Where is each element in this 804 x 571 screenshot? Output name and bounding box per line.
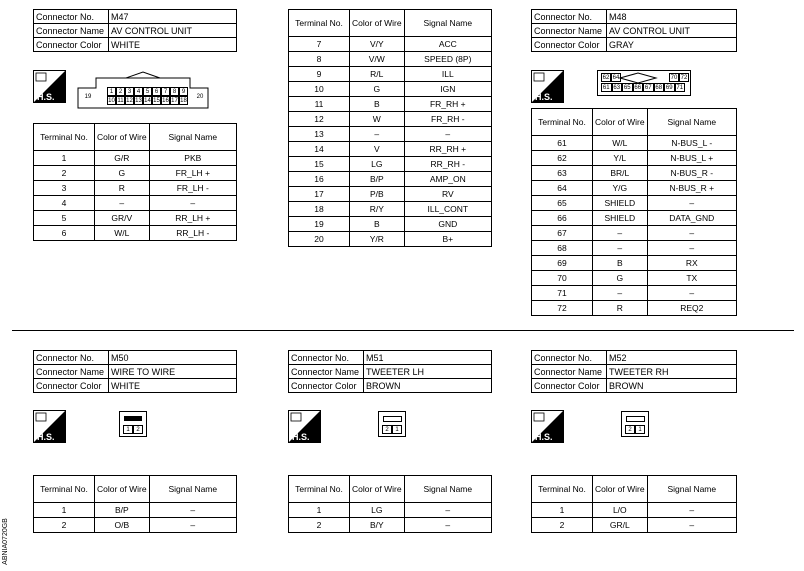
signal-cell: AMP_ON bbox=[404, 172, 491, 187]
signal-cell: FR_LH - bbox=[149, 181, 236, 196]
m48-info-table bbox=[531, 9, 737, 52]
terminal-cell: 2 bbox=[289, 518, 350, 533]
signal-cell: – bbox=[647, 518, 736, 533]
signal-cell: TX bbox=[647, 271, 736, 286]
signal-cell: B+ bbox=[404, 232, 491, 247]
label: Connector No. bbox=[532, 10, 607, 24]
wire-color-cell: R/Y bbox=[350, 202, 405, 217]
header: Terminal No. bbox=[34, 124, 95, 151]
header: Color of Wire bbox=[350, 476, 405, 503]
m51-terminal-table bbox=[288, 475, 492, 533]
signal-cell: REQ2 bbox=[647, 301, 736, 316]
signal-cell: DATA_GND bbox=[647, 211, 736, 226]
m47-info-table bbox=[33, 9, 237, 52]
terminal-cell: 1 bbox=[289, 503, 350, 518]
table-row bbox=[532, 503, 737, 518]
table-row bbox=[532, 518, 737, 533]
terminal-cell: 61 bbox=[532, 136, 593, 151]
header: Color of Wire bbox=[350, 10, 405, 37]
pin: 69 bbox=[665, 85, 673, 91]
wire-color-cell: G bbox=[593, 271, 648, 286]
value: WIRE TO WIRE bbox=[109, 365, 237, 379]
pin: 71 bbox=[676, 85, 684, 91]
wire-color-cell: – bbox=[593, 226, 648, 241]
terminal-cell: 20 bbox=[289, 232, 350, 247]
wire-color-cell: – bbox=[95, 196, 150, 211]
table-row bbox=[289, 217, 492, 232]
terminal-cell: 12 bbox=[289, 112, 350, 127]
wire-color-cell: Y/R bbox=[350, 232, 405, 247]
value: M48 bbox=[607, 10, 737, 24]
pin: 10 bbox=[108, 98, 115, 104]
table-row bbox=[34, 166, 237, 181]
label: Connector No. bbox=[289, 351, 364, 365]
terminal-cell: 1 bbox=[532, 503, 593, 518]
table-row bbox=[289, 37, 492, 52]
terminal-cell: 8 bbox=[289, 52, 350, 67]
header: Color of Wire bbox=[95, 476, 150, 503]
wire-color-cell: BR/L bbox=[593, 166, 648, 181]
terminal-cell: 70 bbox=[532, 271, 593, 286]
header: Signal Name bbox=[404, 476, 491, 503]
header: Terminal No. bbox=[289, 476, 350, 503]
wire-color-cell: B/P bbox=[350, 172, 405, 187]
table-row bbox=[532, 286, 737, 301]
wire-color-cell: B bbox=[350, 217, 405, 232]
value: AV CONTROL UNIT bbox=[109, 24, 237, 38]
signal-cell: RR_LH + bbox=[149, 211, 236, 226]
header: Terminal No. bbox=[34, 476, 95, 503]
wire-color-cell: – bbox=[593, 286, 648, 301]
pin: 63 bbox=[613, 85, 621, 91]
wire-color-cell: W/L bbox=[593, 136, 648, 151]
signal-cell: FR_RH - bbox=[404, 112, 491, 127]
table-row bbox=[289, 518, 492, 533]
value: TWEETER RH bbox=[607, 365, 737, 379]
wire-color-cell: L/O bbox=[593, 503, 648, 518]
terminal-cell: 2 bbox=[34, 166, 95, 181]
table-row bbox=[532, 271, 737, 286]
terminal-cell: 2 bbox=[34, 518, 95, 533]
terminal-cell: 4 bbox=[34, 196, 95, 211]
terminal-cell: 14 bbox=[289, 142, 350, 157]
table-row bbox=[532, 256, 737, 271]
pin: 1 bbox=[123, 425, 133, 434]
document-id: ABNIA0720GB bbox=[1, 518, 9, 565]
table-row bbox=[289, 67, 492, 82]
m52-connector-face bbox=[621, 411, 649, 437]
wire-color-cell: G bbox=[95, 166, 150, 181]
wire-color-cell: W bbox=[350, 112, 405, 127]
table-row bbox=[532, 226, 737, 241]
harness-side-icon bbox=[33, 70, 66, 103]
signal-cell: – bbox=[404, 503, 491, 518]
harness-side-icon bbox=[531, 70, 564, 103]
label: Connector Name bbox=[532, 24, 607, 38]
wire-color-cell: R bbox=[95, 181, 150, 196]
wire-color-cell: Y/G bbox=[593, 181, 648, 196]
table-row bbox=[532, 181, 737, 196]
wire-color-cell: G bbox=[350, 82, 405, 97]
pin: 1 bbox=[392, 425, 402, 434]
wire-color-cell: V/Y bbox=[350, 37, 405, 52]
terminal-cell: 2 bbox=[532, 518, 593, 533]
wire-color-cell: B bbox=[350, 97, 405, 112]
wire-color-cell: G/R bbox=[95, 151, 150, 166]
terminal-cell: 3 bbox=[34, 181, 95, 196]
pin: 11 bbox=[117, 98, 124, 104]
m48-connector-face bbox=[597, 70, 691, 96]
signal-cell: – bbox=[647, 286, 736, 301]
connector-lock bbox=[626, 416, 645, 422]
pin: 5 bbox=[143, 87, 152, 96]
pin: 9 bbox=[179, 87, 188, 96]
value: WHITE bbox=[109, 38, 237, 52]
header: Terminal No. bbox=[532, 476, 593, 503]
m51-connector-face bbox=[378, 411, 406, 437]
terminal-cell: 66 bbox=[532, 211, 593, 226]
table-row bbox=[289, 172, 492, 187]
signal-cell: – bbox=[404, 127, 491, 142]
wire-color-cell: Y/L bbox=[593, 151, 648, 166]
m47-connector-face bbox=[76, 70, 210, 110]
signal-cell: FR_LH + bbox=[149, 166, 236, 181]
wire-color-cell: W/L bbox=[95, 226, 150, 241]
table-row bbox=[532, 211, 737, 226]
signal-cell: – bbox=[647, 503, 736, 518]
wire-color-cell: B/Y bbox=[350, 518, 405, 533]
value: BROWN bbox=[364, 379, 492, 393]
terminal-cell: 7 bbox=[289, 37, 350, 52]
pin: 72 bbox=[680, 75, 688, 81]
label: Connector Name bbox=[34, 365, 109, 379]
table-row bbox=[289, 202, 492, 217]
section-divider bbox=[12, 330, 794, 331]
table-row bbox=[532, 136, 737, 151]
signal-cell: RR_RH - bbox=[404, 157, 491, 172]
signal-cell: RX bbox=[647, 256, 736, 271]
terminal-cell: 18 bbox=[289, 202, 350, 217]
label: Connector Color bbox=[532, 379, 607, 393]
terminal-cell: 68 bbox=[532, 241, 593, 256]
signal-cell: N-BUS_R - bbox=[647, 166, 736, 181]
top-pin-row bbox=[601, 73, 687, 82]
harness-side-icon bbox=[33, 410, 66, 443]
table-row bbox=[532, 151, 737, 166]
wire-color-cell: P/B bbox=[350, 187, 405, 202]
wire-color-cell: – bbox=[350, 127, 405, 142]
pin: 2 bbox=[116, 87, 125, 96]
wire-color-cell: B bbox=[593, 256, 648, 271]
terminal-cell: 13 bbox=[289, 127, 350, 142]
wire-color-cell: B/P bbox=[95, 503, 150, 518]
pin: 3 bbox=[125, 87, 134, 96]
terminal-cell: 19 bbox=[289, 217, 350, 232]
pin: 12 bbox=[126, 98, 133, 104]
table-row bbox=[34, 518, 237, 533]
header: Color of Wire bbox=[95, 124, 150, 151]
value: TWEETER LH bbox=[364, 365, 492, 379]
table-row bbox=[289, 127, 492, 142]
wire-color-cell: SHIELD bbox=[593, 211, 648, 226]
pin: 66 bbox=[634, 85, 642, 91]
pin: 62 bbox=[602, 75, 610, 81]
pin: 13 bbox=[135, 98, 142, 104]
m47-terminal-table bbox=[33, 123, 237, 241]
pin: 4 bbox=[134, 87, 143, 96]
signal-cell: – bbox=[647, 241, 736, 256]
signal-cell: ILL bbox=[404, 67, 491, 82]
terminal-cell: 16 bbox=[289, 172, 350, 187]
terminal-cell: 1 bbox=[34, 151, 95, 166]
wire-color-cell: O/B bbox=[95, 518, 150, 533]
table-row bbox=[289, 142, 492, 157]
m47-terminal-table-2 bbox=[288, 9, 492, 247]
table-row bbox=[532, 166, 737, 181]
header: Signal Name bbox=[149, 476, 236, 503]
wire-color-cell: SHIELD bbox=[593, 196, 648, 211]
label: Connector No. bbox=[532, 351, 607, 365]
value: M52 bbox=[607, 351, 737, 365]
pin: 15 bbox=[153, 98, 160, 104]
terminal-cell: 9 bbox=[289, 67, 350, 82]
header: Signal Name bbox=[647, 109, 736, 136]
pin: 14 bbox=[144, 98, 151, 104]
wire-color-cell: V bbox=[350, 142, 405, 157]
signal-cell: – bbox=[647, 196, 736, 211]
table-row bbox=[34, 503, 237, 518]
pin: 1 bbox=[635, 425, 645, 434]
signal-cell: N-BUS_L - bbox=[647, 136, 736, 151]
terminal-cell: 62 bbox=[532, 151, 593, 166]
signal-cell: ILL_CONT bbox=[404, 202, 491, 217]
table-row bbox=[289, 52, 492, 67]
hs-label: H.S. bbox=[535, 92, 553, 102]
pin: 6 bbox=[152, 87, 161, 96]
terminal-cell: 17 bbox=[289, 187, 350, 202]
signal-cell: – bbox=[404, 518, 491, 533]
header: Color of Wire bbox=[593, 476, 648, 503]
pin: 18 bbox=[180, 98, 187, 104]
table-row bbox=[34, 226, 237, 241]
table-row bbox=[289, 503, 492, 518]
signal-cell: RR_RH + bbox=[404, 142, 491, 157]
pin: 1 bbox=[107, 87, 116, 96]
label: Connector No. bbox=[34, 351, 109, 365]
hs-label: H.S. bbox=[37, 432, 55, 442]
connector-lock bbox=[124, 416, 142, 421]
label: Connector Color bbox=[34, 38, 109, 52]
terminal-cell: 10 bbox=[289, 82, 350, 97]
wire-color-cell: LG bbox=[350, 157, 405, 172]
pin: 2 bbox=[382, 425, 392, 434]
terminal-cell: 67 bbox=[532, 226, 593, 241]
harness-side-icon bbox=[531, 410, 564, 443]
pin: 2 bbox=[133, 425, 143, 434]
header: Signal Name bbox=[404, 10, 491, 37]
pin: 68 bbox=[655, 85, 663, 91]
pin: 61 bbox=[602, 85, 610, 91]
signal-cell: – bbox=[149, 503, 236, 518]
wire-color-cell: R bbox=[593, 301, 648, 316]
m52-info-table bbox=[531, 350, 737, 393]
signal-cell: – bbox=[647, 226, 736, 241]
wire-color-cell: LG bbox=[350, 503, 405, 518]
pin: 65 bbox=[623, 85, 631, 91]
table-row bbox=[289, 232, 492, 247]
terminal-cell: 64 bbox=[532, 181, 593, 196]
pin: 2 bbox=[625, 425, 635, 434]
table-row bbox=[532, 241, 737, 256]
terminal-cell: 63 bbox=[532, 166, 593, 181]
pin: 20 bbox=[196, 94, 204, 100]
m51-info-table bbox=[288, 350, 492, 393]
signal-cell: – bbox=[149, 196, 236, 211]
hs-label: H.S. bbox=[535, 432, 553, 442]
label: Connector Color bbox=[532, 38, 607, 52]
wire-color-cell: GR/L bbox=[593, 518, 648, 533]
value: AV CONTROL UNIT bbox=[607, 24, 737, 38]
terminal-cell: 6 bbox=[34, 226, 95, 241]
signal-cell: GND bbox=[404, 217, 491, 232]
wire-color-cell: R/L bbox=[350, 67, 405, 82]
pin: 7 bbox=[161, 87, 170, 96]
m50-terminal-table bbox=[33, 475, 237, 533]
table-row bbox=[289, 82, 492, 97]
pin: 70 bbox=[670, 75, 678, 81]
signal-cell: PKB bbox=[149, 151, 236, 166]
signal-cell: RR_LH - bbox=[149, 226, 236, 241]
terminal-cell: 72 bbox=[532, 301, 593, 316]
pin: 19 bbox=[84, 94, 92, 100]
table-row bbox=[289, 187, 492, 202]
value: M51 bbox=[364, 351, 492, 365]
terminal-cell: 11 bbox=[289, 97, 350, 112]
table-row bbox=[289, 97, 492, 112]
signal-cell: RV bbox=[404, 187, 491, 202]
hs-label: H.S. bbox=[292, 432, 310, 442]
label: Connector Name bbox=[532, 365, 607, 379]
value: BROWN bbox=[607, 379, 737, 393]
terminal-cell: 1 bbox=[34, 503, 95, 518]
wire-color-cell: V/W bbox=[350, 52, 405, 67]
table-row bbox=[289, 112, 492, 127]
wire-color-cell: GR/V bbox=[95, 211, 150, 226]
m50-info-table bbox=[33, 350, 237, 393]
terminal-cell: 65 bbox=[532, 196, 593, 211]
connector-lock bbox=[383, 416, 402, 422]
pin: 17 bbox=[171, 98, 178, 104]
terminal-cell: 71 bbox=[532, 286, 593, 301]
table-row bbox=[34, 151, 237, 166]
pin: 8 bbox=[170, 87, 179, 96]
pin: 64 bbox=[612, 75, 620, 81]
terminal-cell: 5 bbox=[34, 211, 95, 226]
terminal-cell: 69 bbox=[532, 256, 593, 271]
table-row bbox=[34, 211, 237, 226]
value: GRAY bbox=[607, 38, 737, 52]
m48-terminal-table bbox=[531, 108, 737, 316]
signal-cell: N-BUS_L + bbox=[647, 151, 736, 166]
m50-connector-face bbox=[119, 411, 147, 437]
value: M47 bbox=[109, 10, 237, 24]
table-row bbox=[532, 301, 737, 316]
table-row bbox=[289, 157, 492, 172]
signal-cell: IGN bbox=[404, 82, 491, 97]
table-row bbox=[34, 196, 237, 211]
table-row bbox=[532, 196, 737, 211]
table-row bbox=[34, 181, 237, 196]
signal-cell: – bbox=[149, 518, 236, 533]
header: Terminal No. bbox=[289, 10, 350, 37]
header: Signal Name bbox=[149, 124, 236, 151]
signal-cell: ACC bbox=[404, 37, 491, 52]
signal-cell: FR_RH + bbox=[404, 97, 491, 112]
label: Connector Name bbox=[289, 365, 364, 379]
hs-label: H.S. bbox=[37, 92, 55, 102]
header: Signal Name bbox=[647, 476, 736, 503]
signal-cell: SPEED (8P) bbox=[404, 52, 491, 67]
wire-color-cell: – bbox=[593, 241, 648, 256]
value: WHITE bbox=[109, 379, 237, 393]
label: Connector No. bbox=[34, 10, 109, 24]
label: Connector Color bbox=[289, 379, 364, 393]
pin: 16 bbox=[162, 98, 169, 104]
label: Connector Name bbox=[34, 24, 109, 38]
header: Terminal No. bbox=[532, 109, 593, 136]
signal-cell: N-BUS_R + bbox=[647, 181, 736, 196]
pin: 67 bbox=[644, 85, 652, 91]
harness-side-icon bbox=[288, 410, 321, 443]
header: Color of Wire bbox=[593, 109, 648, 136]
m52-terminal-table bbox=[531, 475, 737, 533]
terminal-cell: 15 bbox=[289, 157, 350, 172]
value: M50 bbox=[109, 351, 237, 365]
label: Connector Color bbox=[34, 379, 109, 393]
